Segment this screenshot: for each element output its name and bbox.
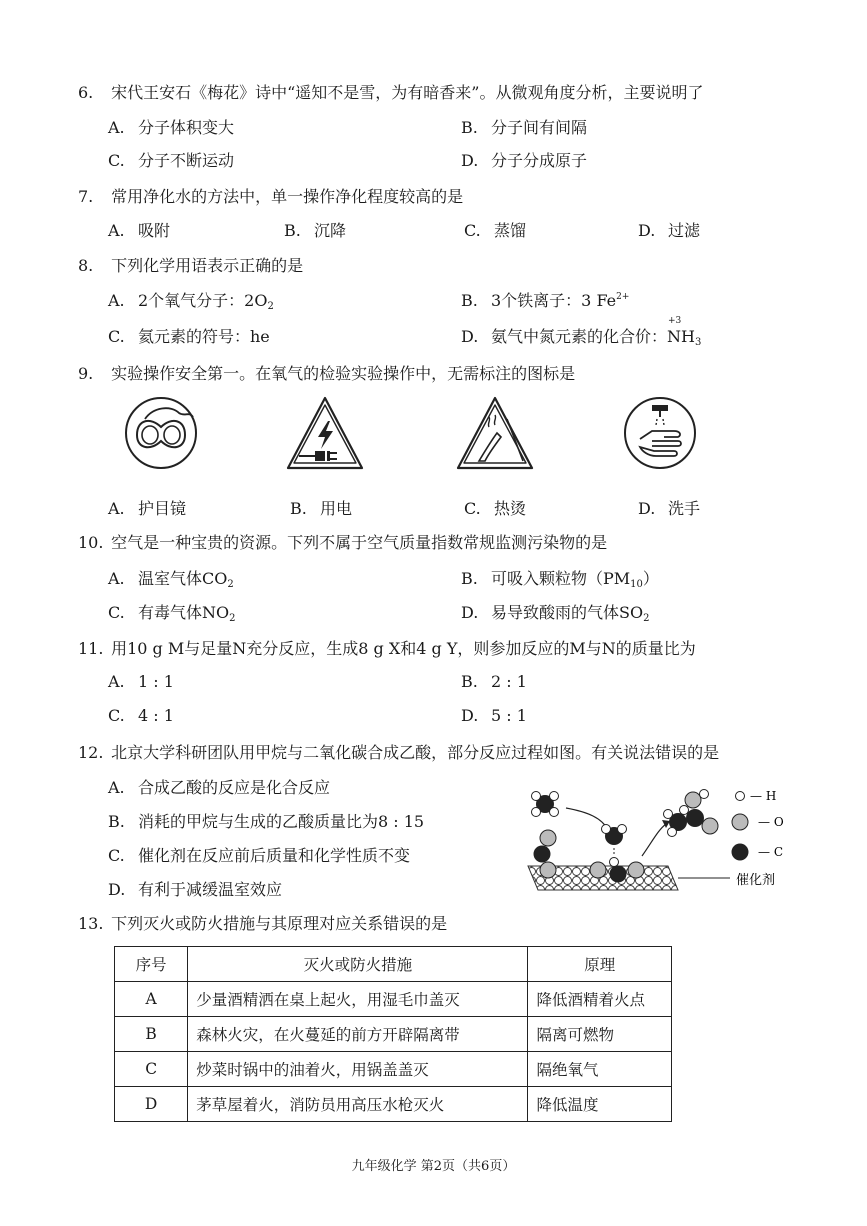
electricity-icon (285, 395, 361, 471)
q7-option-a: A. 吸附 (108, 221, 171, 240)
q7-option-d: D. 过滤 (638, 221, 701, 240)
legend-o-label: — O (758, 815, 784, 829)
q6-option-d: D. 分子分成原子 (461, 151, 588, 170)
q8-option-a: A. 2个氧气分子：$2O_2$ (108, 291, 274, 312)
question-7 (78, 184, 463, 207)
hot-surface-icon (455, 395, 531, 471)
q11-option-c: C. 4 : 1 (108, 706, 174, 725)
question-text: 空气是一种宝贵的资源。下列不属于空气质量指数常规监测污染物的是 (111, 533, 608, 552)
question-13 (78, 911, 447, 934)
question-number: 6. (78, 83, 94, 102)
question-number: 12. (78, 743, 104, 762)
question-9 (78, 361, 575, 384)
table-row: D 茅草屋着火，消防员用高压水枪灭火 降低温度 (115, 1087, 672, 1122)
question-number: 11. (78, 639, 104, 658)
catalyst-label: 催化剂 (736, 873, 776, 888)
reaction-diagram (518, 786, 790, 904)
q11-option-d: D. 5 : 1 (461, 706, 527, 725)
q12-option-b: B. 消耗的甲烷与生成的乙酸质量比为8 : 15 (108, 812, 425, 831)
q9-option-c: C. 热烫 (464, 499, 527, 518)
q10-option-c: C. 有毒气体$NO_2$ (108, 603, 236, 624)
question-text: 北京大学科研团队用甲烷与二氧化碳合成乙酸，部分反应过程如图。有关说法错误的是 (111, 743, 720, 762)
legend-h-atom (736, 792, 745, 801)
table-row: B 森林火灾，在火蔓延的前方开辟隔离带 隔离可燃物 (115, 1017, 672, 1052)
question-number: 13. (78, 914, 104, 933)
hand-wash-icon (622, 395, 698, 471)
nh3-formula: +3 N (667, 316, 682, 346)
q11-option-a: A. 1 : 1 (108, 672, 174, 691)
question-text: 下列灭火或防火措施与其原理对应关系错误的是 (111, 914, 448, 933)
q9-option-b: B. 用电 (290, 499, 353, 518)
q10-option-a: A. 温室气体$CO_2$ (108, 569, 234, 590)
measures-table (114, 946, 672, 1122)
question-10 (78, 530, 607, 553)
q11-option-b: B. 2 : 1 (461, 672, 527, 691)
question-text: 下列化学用语表示正确的是 (111, 256, 304, 275)
question-number: 10. (78, 533, 104, 552)
question-number: 9. (78, 364, 94, 383)
question-number: 8. (78, 256, 94, 275)
q8-option-b: B. 3个铁离子：3 $Fe^{2+}$ (461, 291, 630, 310)
q6-option-a: A. 分子体积变大 (108, 118, 235, 137)
legend-c-atom (732, 844, 749, 861)
q12-option-d: D. 有利于减缓温室效应 (108, 880, 283, 899)
question-text: 实验操作安全第一。在氧气的检验实验操作中，无需标注的图标是 (111, 364, 576, 383)
legend-o-atom (732, 814, 748, 830)
header-principle: 原理 (528, 947, 672, 982)
q7-option-b: B. 沉降 (284, 221, 347, 240)
q10-option-b: B. 可吸入颗粒物$(PM_{10})$ (461, 569, 659, 590)
q7-option-c: C. 蒸馏 (464, 221, 527, 240)
q8-option-d: D. 氨气中氮元素的化合价： +3 $NH_3$ (461, 316, 702, 348)
question-text: 用10 g M与足量N充分反应，生成8 g X和4 g Y，则参加反应的M与N的质量比为 (111, 639, 696, 658)
header-index: 序号 (115, 947, 188, 982)
q10-option-d: D. 易导致酸雨的气体$SO_2$ (461, 603, 650, 624)
reaction-diagram-svg (518, 786, 790, 904)
question-text: 宋代王安石《梅花》诗中“遥知不是雪，为有暗香来”。从微观角度分析，主要说明了 (111, 83, 704, 102)
question-text: 常用净化水的方法中，单一操作净化程度较高的是 (111, 187, 464, 206)
table-header-row (115, 947, 672, 982)
question-6 (78, 80, 703, 103)
question-8 (78, 253, 303, 276)
q9-option-d: D. 洗手 (638, 499, 701, 518)
page-footer: 九年级化学 第2页（共6页） (351, 1159, 516, 1174)
q8-option-c: C. 氦元素的符号：he (108, 327, 270, 346)
question-12 (78, 740, 719, 763)
q9-option-a: A. 护目镜 (108, 499, 187, 518)
q12-option-a: A. 合成乙酸的反应是化合反应 (108, 778, 331, 797)
header-measure: 灭火或防火措施 (188, 947, 528, 982)
question-number: 7. (78, 187, 94, 206)
q6-option-b: B. 分子间有间隔 (461, 118, 588, 137)
question-11 (78, 636, 696, 659)
q6-option-c: C. 分子不断运动 (108, 151, 235, 170)
table-row: A 少量酒精洒在桌上起火，用湿毛巾盖灭 降低酒精着火点 (115, 982, 672, 1017)
table-row: C 炒菜时锅中的油着火，用锅盖盖灭 隔绝氧气 (115, 1052, 672, 1087)
goggles-icon (123, 395, 199, 471)
legend-c-label: — C (758, 845, 783, 859)
legend-h-label: — H (750, 789, 777, 803)
q12-option-c: C. 催化剂在反应前后质量和化学性质不变 (108, 846, 411, 865)
